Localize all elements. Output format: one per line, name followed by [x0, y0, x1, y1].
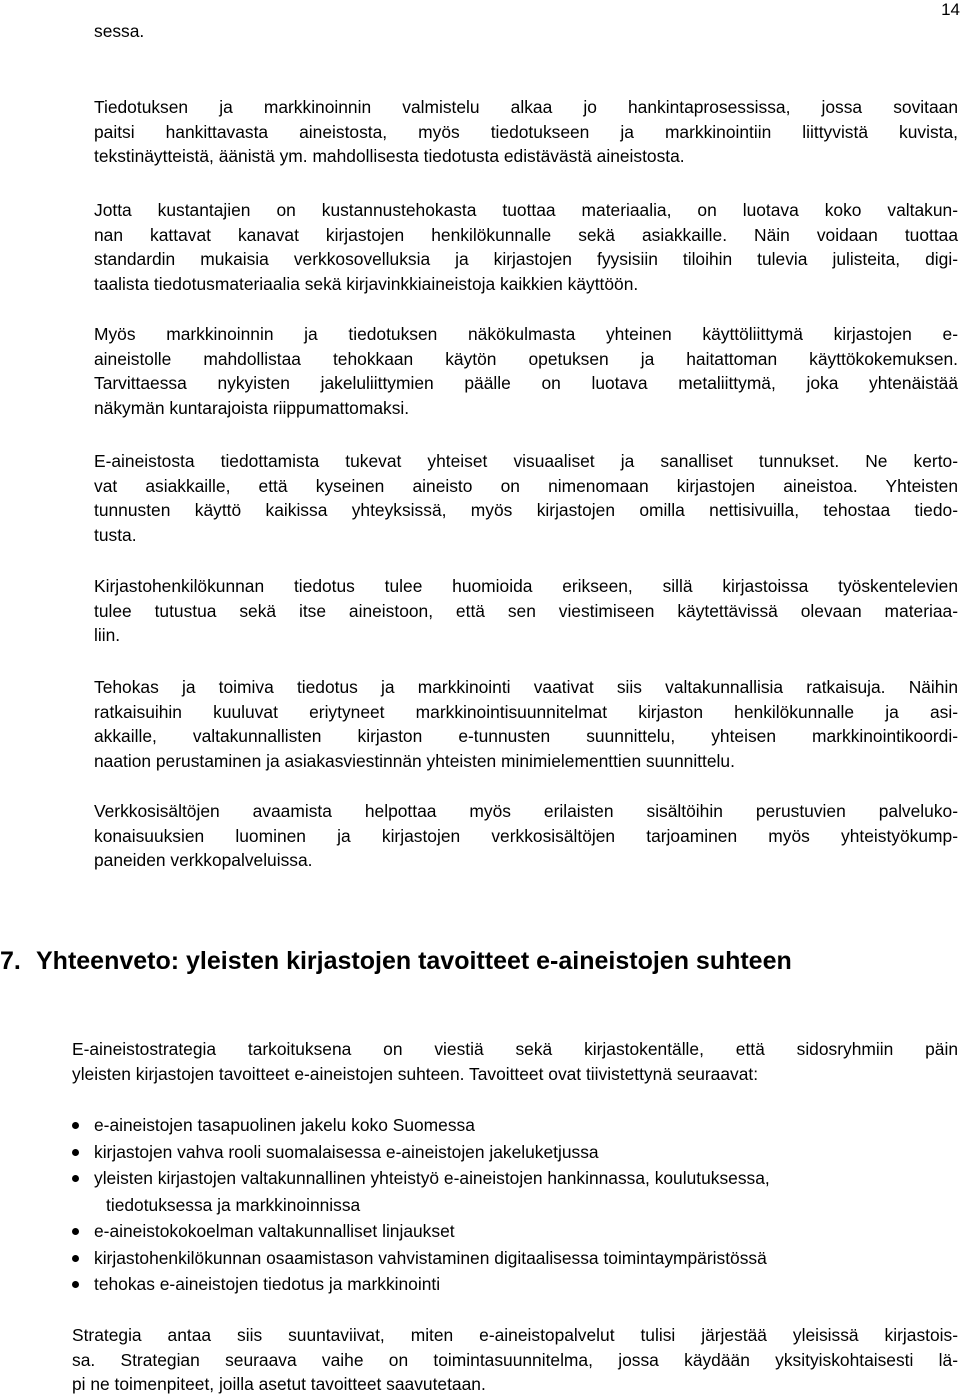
text-line: paneiden verkkopalveluissa. [94, 850, 313, 871]
paragraph-staff-communication [94, 574, 958, 648]
text-line: E-aineistosta tiedottamista tukevat yhteiset visuaaliset ja sanalliset tunnukset. Ne kerto- [94, 451, 958, 471]
list-item [72, 1165, 958, 1218]
paragraph-national-solutions [94, 675, 958, 774]
paragraph-closing [72, 1323, 958, 1397]
list-item-text: e-aineistokokoelman valtakunnalliset linjaukset [94, 1221, 455, 1241]
list-item-text: kirjastojen vahva rooli suomalaisessa e-aineistojen jakeluketjussa [94, 1141, 599, 1162]
text-line: Myös markkinoinnin ja tiedotuksen näkökulmasta yhteinen käyttöliittymä kirjastojen e- [94, 324, 958, 344]
section-number: 7. [0, 947, 21, 975]
paragraph-fragment [94, 19, 958, 44]
list-item [72, 1245, 958, 1272]
text-line: Verkkosisältöjen avaamista helpottaa myös erilaisten sisältöihin perustuvien palveluko- [94, 801, 958, 821]
text-line: ratkaisuihin kuuluvat eriytyneet markkinointisuunnitelmat kirjaston henkilökunnalle ja asi- [94, 701, 958, 722]
text-line: Strategia antaa siis suuntaviivat, miten e-aineistopalvelut tulisi järjestää yleisissä kirjastois- [72, 1325, 958, 1345]
text-line: nan kattavat kanavat kirjastojen henkilökunnalle sekä asiakkaille. Näin voidaan tuottaa [94, 224, 958, 245]
text-line: akkaille, valtakunnallisten kirjaston e-tunnusten suunnittelu, yhteisen markkinointikoordi- [94, 726, 958, 747]
text-line: E-aineistostrategia tarkoituksena on viestiä sekä kirjastokentälle, että sidosryhmiin päin [72, 1039, 958, 1059]
section-heading [0, 945, 792, 977]
text-line: tusta. [94, 525, 137, 546]
paragraph-common-interface [94, 322, 958, 421]
list-item [72, 1139, 958, 1166]
list-item-text: e-aineistojen tasapuolinen jakelu koko Suomessa [94, 1115, 475, 1135]
list-item [72, 1218, 958, 1245]
bullet-icon [72, 1122, 79, 1129]
text-line: paitsi hankittavasta aineistosta, myös tiedotukseen ja markkinointiin liittyvistä kuvista, [94, 121, 958, 142]
text-line: konaisuuksien luominen ja kirjastojen verkkosisältöjen tarjoaminen myös yhteistyökump- [94, 825, 958, 846]
paragraph-visual-identity [94, 449, 958, 548]
paragraph-preparation [94, 95, 958, 169]
text-line: taalista tiedotusmateriaalia sekä kirjavinkkiaineistoja kaikkien käyttöön. [94, 274, 639, 295]
text-line: naation perustaminen ja asiakasviestinnän yhteisten minimielementtien suunnittelu. [94, 751, 735, 772]
text-line: tekstinäytteistä, äänistä ym. mahdollisesta tiedotusta edistävästä aineistosta. [94, 146, 685, 167]
text-line: sessa. [94, 21, 145, 41]
list-item [72, 1112, 958, 1139]
text-line: Tiedotuksen ja markkinoinnin valmistelu alkaa jo hankintaprosessissa, jossa sovitaan [94, 97, 958, 117]
text-line: Jotta kustantajien on kustannustehokasta tuottaa materiaalia, on luotava koko valtakun- [94, 200, 958, 220]
paragraph-publishers [94, 198, 958, 297]
bullet-icon [72, 1149, 79, 1156]
text-line: standardin mukaisia verkkosovelluksia ja kirjastojen fyysisiin tiloihin tulevia julisteita, digi- [94, 249, 958, 270]
text-line: näkymän kuntarajoista riippumattomaksi. [94, 398, 410, 419]
bullet-icon [72, 1281, 79, 1288]
page-number: 14 [941, 0, 960, 19]
text-line: Kirjastohenkilökunnan tiedotus tulee huomioida erikseen, sillä kirjastoissa työskentelevien [94, 576, 958, 596]
paragraph-intro [72, 1037, 958, 1086]
paragraph-web-content [94, 799, 958, 873]
text-line: liin. [94, 625, 121, 646]
text-line: Tehokas ja toimiva tiedotus ja markkinointi vaativat siis valtakunnallisia ratkaisuja. Näihin [94, 677, 958, 697]
text-line: Tarvittaessa nykyisten jakeluliittymien päälle on luotava metaliittymä, joka yhtenäistää [94, 373, 958, 394]
text-line: tunnusten käyttö kaikissa yhteyksissä, myös kirjastojen omilla nettisivuilla, tehostaa tiedo- [94, 500, 958, 521]
bullet-icon [72, 1228, 79, 1235]
text-line: sa. Strategian seuraava vaihe on toimintasuunnitelma, jossa käydään yksityiskohtaisesti lä- [72, 1349, 958, 1370]
text-line: vat asiakkaille, että kyseinen aineisto on nimenomaan kirjastojen aineistoa. Yhteisten [94, 475, 958, 496]
text-line: tulee tutustua sekä itse aineistoon, että sen viestimiseen käytettävissä olevaan materiaa- [94, 600, 958, 621]
section-title: Yhteenveto: yleisten kirjastojen tavoitteet e-aineistojen suhteen [36, 947, 792, 975]
text-line: aineistolle mahdollistaa tehokkaan käytön opetuksen ja haitattoman käyttökokemuksen. [94, 348, 958, 369]
goals-list [72, 1112, 958, 1298]
list-item-text: tehokas e-aineistojen tiedotus ja markkinointi [94, 1274, 441, 1294]
list-item-text: yleisten kirjastojen valtakunnallinen yhteistyö e-aineistojen hankinnassa, koulutuksessa, [94, 1168, 770, 1188]
bullet-icon [72, 1255, 79, 1262]
list-item-text-continuation: tiedotuksessa ja markkinoinnissa [106, 1194, 361, 1215]
text-line: pi ne toimenpiteet, joilla asetut tavoitteet saavutetaan. [72, 1374, 486, 1395]
list-item-text: kirjastohenkilökunnan osaamistason vahvistaminen digitaalisessa toimintaympäristössä [94, 1247, 767, 1268]
bullet-icon [72, 1175, 79, 1182]
text-line: yleisten kirjastojen tavoitteet e-aineistojen suhteen. Tavoitteet ovat tiivistettynä seuraavat: [72, 1063, 759, 1084]
list-item [72, 1271, 958, 1298]
